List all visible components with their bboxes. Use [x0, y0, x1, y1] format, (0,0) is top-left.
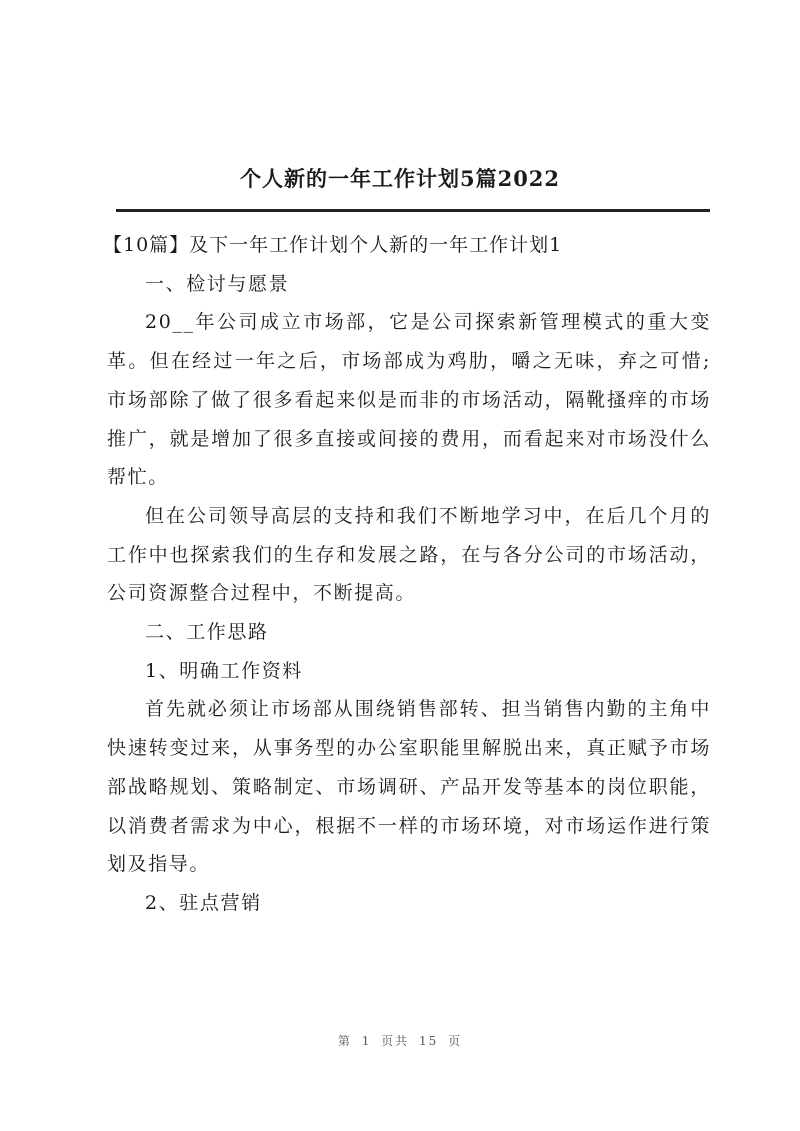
paragraph-review-1: 20__年公司成立市场部，它是公司探索新管理模式的重大变革。但在经过一年之后，市场部成为鸡肋，嚼之无味，弃之可惜;市场部除了做了很多看起来似是而非的市场活动，隔靴搔痒的市场推广，就是增加了很多直接或间接的费用，而看起来对市场没什么帮忙。: [107, 311, 711, 489]
page-footer: 第 1 页共 15 页: [337, 1034, 463, 1048]
subheading-onsite-marketing: 2、驻点营销: [145, 891, 262, 914]
paragraph-review-2: 但在公司领导高层的支持和我们不断地学习中，在后几个月的工作中也探索我们的生存和发展之路，在与各分公司的市场活动，公司资源整合过程中，不断提高。: [107, 504, 711, 605]
subheading-clarify: 1、明确工作资料: [145, 659, 303, 682]
intro-heading: 【10篇】及下一年工作计划个人新的一年工作计划1: [103, 234, 563, 256]
page-title: 个人新的一年工作计划5篇2022: [239, 166, 561, 191]
title-divider: [116, 209, 710, 212]
section-heading-review: 一、检讨与愿景: [145, 272, 290, 295]
section-heading-ideas: 二、工作思路: [145, 621, 269, 644]
paragraph-clarify: 首先就必须让市场部从围绕销售部转、担当销售内勤的主角中快速转变过来，从事务型的办公室职能里解脱出来，真正赋予市场部战略规划、策略制定、市场调研、产品开发等基本的岗位职能，以消费者需求为中心，根据不一样的市场环境，对市场运作进行策划及指导。: [107, 698, 711, 876]
document-body: [103, 226, 711, 923]
